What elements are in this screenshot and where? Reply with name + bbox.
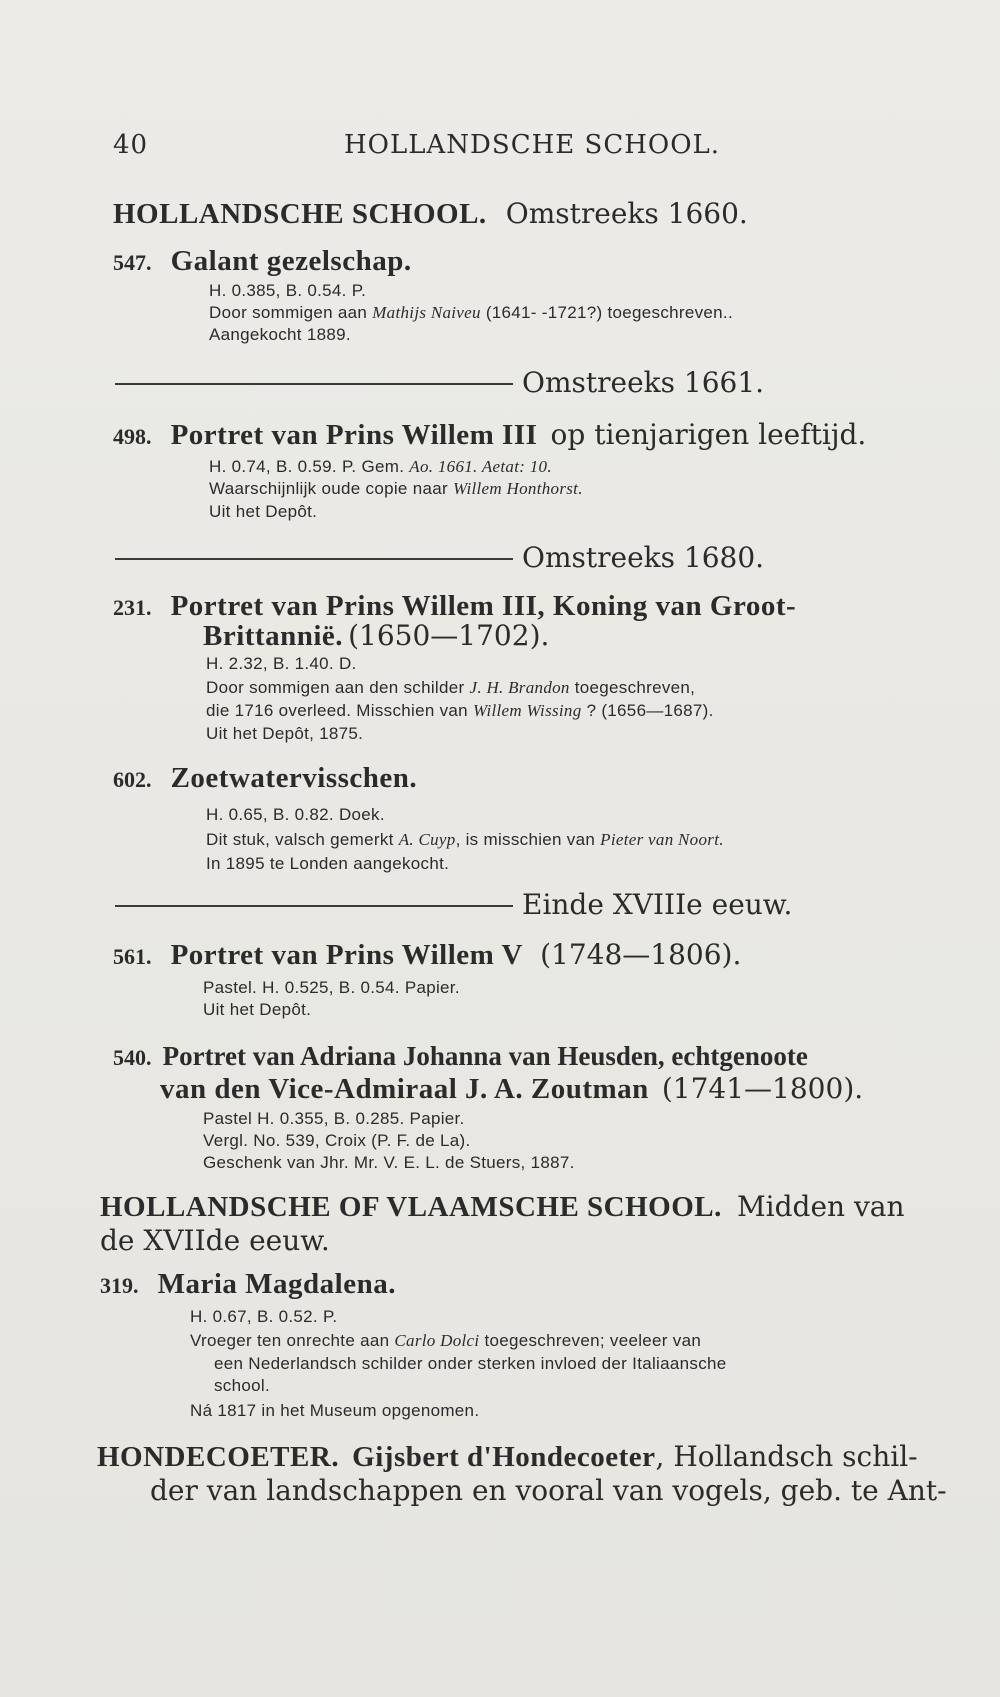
entry-attribution: Door sommigen aan den schilder J. H. Brandon toegeschreven, <box>206 678 696 697</box>
entry-title: Portret van Prins Willem V <box>170 939 523 971</box>
entry-provenance: Uit het Depôt. <box>209 502 318 521</box>
entry-note-continued: school. <box>214 1376 270 1395</box>
period-label: Omstreeks 1680. <box>522 541 765 574</box>
entry-dimensions: Pastel. H. 0.525, B. 0.54. Papier. <box>203 978 460 997</box>
catalogue-entry-540 <box>113 1041 808 1072</box>
period-label: Einde XVIIIe eeuw. <box>522 888 793 921</box>
entry-title: Maria Magdalena. <box>157 1268 396 1300</box>
artist-surname: HONDECOETER. <box>97 1441 340 1473</box>
entry-dimensions: Pastel H. 0.355, B. 0.285. Papier. <box>203 1109 465 1128</box>
entry-reference: Vergl. No. 539, Croix (P. F. de La). <box>203 1131 471 1150</box>
section-heading <box>113 197 748 231</box>
catalogue-entry-498: 498. Portret van Prins Willem III op tienjarigen leeftijd. <box>113 418 867 451</box>
catalogue-entry-319 <box>100 1268 396 1301</box>
catalogue-entry-547 <box>113 245 412 278</box>
entry-provenance: Aangekocht 1889. <box>209 325 351 344</box>
entry-dimensions: H. 0.65, B. 0.82. Doek. <box>206 805 385 824</box>
entry-number: 547. <box>113 250 152 275</box>
artist-name: Willem Wissing <box>472 701 582 720</box>
school-name: HOLLANDSCHE SCHOOL. <box>113 198 487 230</box>
entry-dimensions: H. 0.67, B. 0.52. P. <box>190 1307 338 1326</box>
entry-title: Zoetwatervisschen. <box>170 762 418 794</box>
artist-name: Mathijs Naiveu <box>372 303 481 322</box>
entry-provenance: In 1895 te Londen aangekocht. <box>206 854 450 873</box>
entry-provenance: Uit het Depôt. <box>203 1000 312 1019</box>
catalogue-entry-602 <box>113 762 417 795</box>
entry-note: die 1716 overleed. Misschien van Willem Wissing ? (1656—1687). <box>206 701 714 720</box>
entry-provenance: Geschenk van Jhr. Mr. V. E. L. de Stuers, 1887. <box>203 1153 575 1172</box>
section-heading: HOLLANDSCHE OF VLAAMSCHE SCHOOL. Midden van <box>100 1190 905 1223</box>
entry-number: 498. <box>113 424 152 449</box>
entry-provenance: Uit het Depôt, 1875. <box>206 724 364 743</box>
entry-attribution: Dit stuk, valsch gemerkt A. Cuyp, is misschien van Pieter van Noort. <box>206 830 724 849</box>
entry-attribution: Vroeger ten onrechte aan Carlo Dolci toegeschreven; veeleer van <box>190 1331 702 1350</box>
running-title: HOLLANDSCHE SCHOOL. <box>344 130 721 160</box>
entry-attribution: Waarschijnlijk oude copie naar Willem Honthorst. <box>209 479 583 498</box>
period-label: Omstreeks 1661. <box>522 366 765 399</box>
entry-title: Galant gezelschap. <box>170 245 412 277</box>
entry-dimensions: H. 0.74, B. 0.59. P. Gem. Ao. 1661. Aetat: 10. <box>209 457 552 476</box>
entry-title: Portret van Adriana Johanna van Heusden, echtgenoote <box>162 1041 808 1071</box>
school-name: HOLLANDSCHE OF VLAAMSCHE SCHOOL. <box>100 1191 722 1223</box>
entry-number: 561. <box>113 944 152 969</box>
entry-attribution: Door sommigen aan Mathijs Naiveu (1641- -1721?) toegeschreven.. <box>209 303 733 322</box>
entry-provenance: Ná 1817 in het Museum opgenomen. <box>190 1401 480 1420</box>
artist-name: J. H. Brandon <box>469 678 570 697</box>
period-label: Omstreeks 1660. <box>505 197 748 230</box>
artist-name: Carlo Dolci <box>394 1331 480 1350</box>
artist-biography: der van landschappen en vooral van vogels, geb. te Ant- <box>150 1474 947 1507</box>
entry-title: Portret van Prins Willem III, Koning van Groot- <box>170 590 797 622</box>
entry-number: 231. <box>113 595 152 620</box>
entry-title: Portret van Prins Willem III <box>170 419 538 451</box>
entry-note: een Nederlandsch schilder onder sterken invloed der Italiaansche <box>214 1354 727 1373</box>
entry-title-continued: Brittannië. (1650—1702). <box>203 619 550 652</box>
catalogue-entry-561: 561. Portret van Prins Willem V (1748—1806). <box>113 938 742 971</box>
entry-number: 319. <box>100 1273 139 1298</box>
entry-dimensions: H. 2.32, B. 1.40. D. <box>206 654 357 673</box>
period-label: de XVIIde eeuw. <box>100 1224 330 1257</box>
entry-dimensions: H. 0.385, B. 0.54. P. <box>209 281 367 300</box>
section-rule <box>115 558 513 560</box>
entry-title-continued: van den Vice-Admiraal J. A. Zoutman (1741—1800). <box>160 1072 864 1105</box>
artist-entry: HONDECOETER. Gijsbert d'Hondecoeter, Hollandsch schil- <box>97 1440 918 1473</box>
entry-number: 602. <box>113 767 152 792</box>
section-rule <box>115 905 513 907</box>
entry-number: 540. <box>113 1045 152 1070</box>
artist-name: Willem Honthorst. <box>452 479 583 498</box>
section-rule <box>115 383 513 385</box>
page-number: 40 <box>113 130 149 160</box>
artist-name: Pieter van Noort. <box>600 830 724 849</box>
artist-full-name: Gijsbert d'Hondecoeter <box>352 1441 656 1473</box>
